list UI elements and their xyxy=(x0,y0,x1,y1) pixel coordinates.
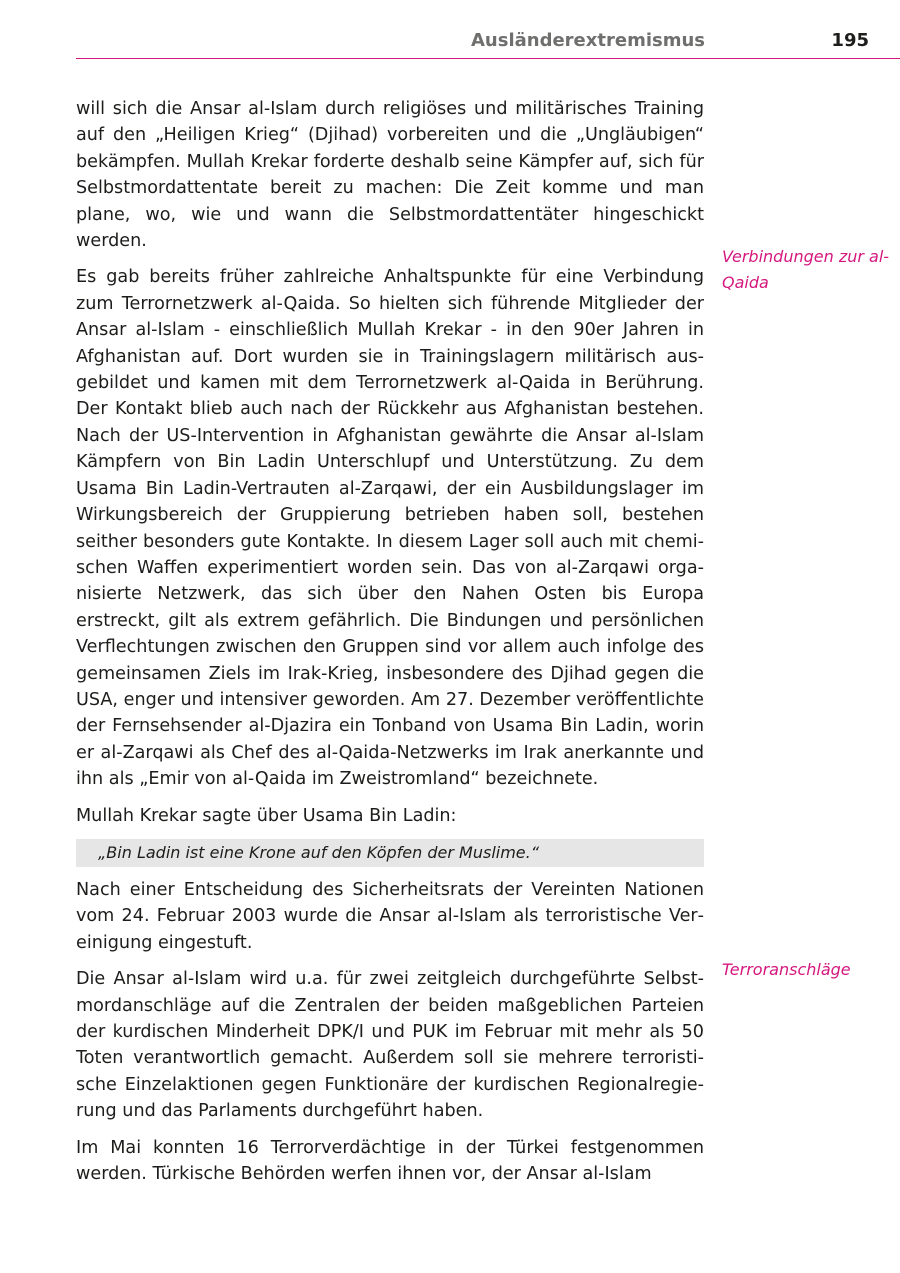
paragraph-un-decision: Nach einer Entscheidung des Sicherheitsrats der Vereinten Nationen vom 24. Februar 2003 wurde die Ansar al-Islam als terroristische Vereinigung eingestuft. xyxy=(76,879,704,953)
paragraph-al-qaida-connections: Es gab bereits früher zahlreiche Anhaltspunkte für eine Verbindung zum Terrornetzwerk al-Qaida. So hielten sich führende Mitglieder der Ansar al-Islam - einschließlich Mullah Krekar - in den 90er Jahren in Afghanistan auf. Dort wurden sie in Trainingslagern militärisch ausgebildet und kamen mit dem Terrornetzwerk al-Qaida in Berührung. Der Kontakt blieb auch nach der Rückkehr aus Afghanistan bestehen. Nach der US-Intervention in Afghanistan gewährte die Ansar al-Islam Kämpfern von Bin Ladin Unterschlupf und Unterstützung. Zu dem Usama Bin Ladin-Vertrauten al-Zarqawi, der ein Ausbildungslager im Wirkungsbereich der Gruppierung betrieben haben soll, bestehen seither besonders gute Kontakte. In diesem Lager soll auch mit chemischen Waffen experimentiert worden sein. Das von al-Zarqawi organisierte Netzwerk, das sich über den Nahen Osten bis Europa erstreckt, gilt als extrem gefährlich. Die Bindungen und persönlichen Verflechtungen zwischen den Gruppen sind vor allem auch infolge des gemeinsamen Ziels im Irak-Krieg, insbesondere des Djihad gegen die USA, enger und intensiver geworden. Am 27. Dezember veröffentlichte der Fernsehsender al-Djazira ein Tonband von Usama Bin Ladin, worin er al-Zarqawi als Chef des al-Qaida-Netzwerks im Irak anerkannte und ihn als „Emir von al-Qaida im Zweistromland“ bezeichnete. xyxy=(76,267,704,790)
main-text-column xyxy=(76,96,704,1187)
page-number: 195 xyxy=(831,30,869,51)
paragraph-quote-intro: Mullah Krekar sagte über Usama Bin Ladin: xyxy=(76,805,457,826)
quote-box: „Bin Ladin ist eine Krone auf den Köpfen der Muslime.“ xyxy=(76,839,704,867)
paragraph-attacks: Die Ansar al-Islam wird u.a. für zwei zeitgleich durchgeführte Selbstmordanschläge auf die Zentralen der beiden maßgeblichen Parteien der kurdischen Minderheit DPK/I und PUK im Februar mit mehr als 50 Toten verantwortlich gemacht. Außerdem soll sie mehrere terroristische Einzelaktionen gegen Funktionäre der kurdischen Regionalregierung und das Parlaments durchgeführt haben. xyxy=(76,969,704,1122)
running-header xyxy=(76,28,900,59)
margin-note-terroranschlaege: Terroranschläge xyxy=(722,960,851,979)
margin-note-al-qaida: Verbindungen zur al-Qaida xyxy=(722,247,890,292)
section-title: Ausländerextremismus xyxy=(471,30,705,51)
paragraph-training: will sich die Ansar al-Islam durch religiöses und militärisches Training auf den „Heiligen Krieg“ (Djihad) vorbereiten und die „Ungläubigen“ bekämpfen. Mullah Krekar forderte deshalb seine Kämpfer auf, sich für Selbstmordattentate bereit zu machen: Die Zeit komme und man plane, wo, wie und wann die Selbstmordattentäter hingeschickt werden. xyxy=(76,99,704,252)
paragraph-turkey-arrests: Im Mai konnten 16 Terrorverdächtige in der Türkei festgenommen werden. Türkische Behörden werfen ihnen vor, der Ansar al-Islam xyxy=(76,1137,704,1185)
